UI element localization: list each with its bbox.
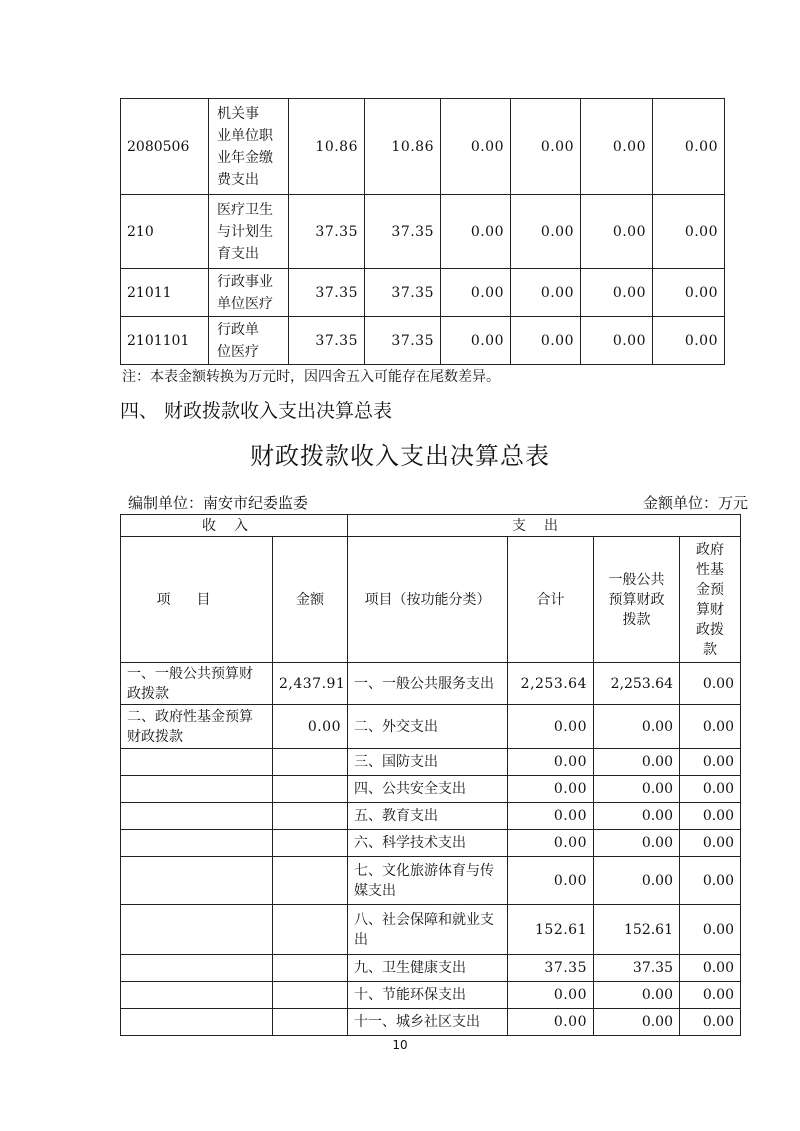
cell-line: 一般公共 — [608, 571, 665, 588]
expense-fund: 0.00 — [680, 776, 741, 803]
row-value-v1: 37.35 — [289, 195, 365, 269]
expense-total: 0.00 — [508, 857, 594, 905]
expenditure-detail-table — [120, 98, 725, 365]
expense-general: 0.00 — [594, 803, 680, 830]
row-value-v4: 0.00 — [511, 99, 581, 195]
row-value-v3: 0.00 — [441, 317, 511, 365]
income-amount — [273, 905, 348, 955]
income-amount — [273, 803, 348, 830]
expense-fund: 0.00 — [680, 857, 741, 905]
expense-item — [348, 776, 508, 803]
cell-line: 机关事 — [217, 105, 259, 122]
expense-item — [348, 830, 508, 857]
expense-total: 2,253.64 — [508, 663, 594, 705]
cell-line: 金预 — [696, 581, 724, 598]
expense-fund: 0.00 — [680, 803, 741, 830]
row-value-v6: 0.00 — [653, 317, 725, 365]
row-value-v4: 0.00 — [511, 317, 581, 365]
expense-item — [348, 803, 508, 830]
table-row — [121, 857, 741, 905]
cell-line: 二、政府性基金预算 — [127, 708, 253, 725]
table-row — [121, 195, 725, 269]
table-row — [121, 317, 725, 365]
amount-unit: 金额单位：万元 — [642, 494, 748, 512]
income-item — [121, 749, 273, 776]
income-amount — [273, 776, 348, 803]
table-row — [121, 803, 741, 830]
table-row — [121, 705, 741, 749]
income-amount — [273, 955, 348, 982]
table-row — [121, 99, 725, 195]
income-amount: 2,437.91 — [273, 663, 348, 705]
row-value-v3: 0.00 — [441, 195, 511, 269]
col-item-header: 项目 — [121, 537, 273, 663]
expense-total: 0.00 — [508, 749, 594, 776]
col-amount-header: 金额 — [273, 537, 348, 663]
cell-line: 政拨款 — [127, 685, 169, 702]
expense-general: 0.00 — [594, 857, 680, 905]
income-item — [121, 857, 273, 905]
row-code: 210 — [121, 195, 209, 269]
expense-general: 37.35 — [594, 955, 680, 982]
row-name — [209, 317, 289, 365]
income-amount — [273, 982, 348, 1009]
col-func-item-header: 项目（按功能分类） — [348, 537, 508, 663]
expense-general: 152.61 — [594, 905, 680, 955]
income-item — [121, 955, 273, 982]
page-number: 10 — [392, 1038, 408, 1052]
cell-line: 七、文化旅游体育与传 — [354, 862, 494, 879]
expense-item — [348, 982, 508, 1009]
fiscal-summary-table — [120, 514, 741, 1036]
expense-fund: 0.00 — [680, 905, 741, 955]
income-item — [121, 803, 273, 830]
income-amount — [273, 749, 348, 776]
income-item — [121, 905, 273, 955]
income-item — [121, 776, 273, 803]
expense-total: 0.00 — [508, 982, 594, 1009]
col-fund-header — [680, 537, 741, 663]
row-value-v4: 0.00 — [511, 269, 581, 317]
row-code: 2101101 — [121, 317, 209, 365]
row-value-v5: 0.00 — [581, 269, 653, 317]
income-item — [121, 982, 273, 1009]
cell-line: 款 — [703, 641, 717, 658]
cell-line: 媒支出 — [354, 882, 396, 899]
cell-line: 六、科学技术支出 — [354, 835, 466, 851]
row-code: 21011 — [121, 269, 209, 317]
col-general-header — [594, 537, 680, 663]
row-value-v5: 0.00 — [581, 195, 653, 269]
income-header: 收入 — [121, 515, 348, 537]
expense-total: 0.00 — [508, 803, 594, 830]
table-row — [121, 749, 741, 776]
table-row — [121, 905, 741, 955]
expense-total: 0.00 — [508, 830, 594, 857]
table-row — [121, 1009, 741, 1036]
cell-line: 一、一般公共预算财 — [127, 665, 253, 682]
row-value-v6: 0.00 — [653, 195, 725, 269]
row-value-v6: 0.00 — [653, 269, 725, 317]
expense-total: 152.61 — [508, 905, 594, 955]
cell-line: 育支出 — [217, 245, 259, 262]
cell-line: 政府 — [696, 541, 724, 558]
expense-item — [348, 663, 508, 705]
income-amount — [273, 1009, 348, 1036]
table-row — [121, 776, 741, 803]
cell-line: 性基 — [696, 561, 724, 578]
row-value-v5: 0.00 — [581, 99, 653, 195]
row-value-v4: 0.00 — [511, 195, 581, 269]
cell-line: 五、教育支出 — [354, 808, 438, 824]
expense-total: 0.00 — [508, 776, 594, 803]
cell-line: 行政单 — [217, 321, 259, 338]
cell-line: 业单位职 — [217, 127, 273, 144]
table-note: 注：本表金额转换为万元时，因四舍五入可能存在尾数差异。 — [122, 369, 500, 385]
cell-line: 八、社会保障和就业支 — [354, 911, 494, 928]
compiling-unit: 编制单位：南安市纪委监委 — [128, 494, 309, 512]
income-amount: 0.00 — [273, 705, 348, 749]
row-value-v2: 10.86 — [365, 99, 441, 195]
cell-line: 与计划生 — [217, 223, 273, 240]
cell-line: 算财 — [696, 601, 724, 618]
row-value-v3: 0.00 — [441, 269, 511, 317]
expense-general: 2,253.64 — [594, 663, 680, 705]
expense-general: 0.00 — [594, 830, 680, 857]
expense-total: 0.00 — [508, 1009, 594, 1036]
expense-item — [348, 905, 508, 955]
expense-fund: 0.00 — [680, 955, 741, 982]
row-name — [209, 195, 289, 269]
cell-line: 单位医疗 — [217, 295, 273, 312]
cell-line: 四、公共安全支出 — [354, 781, 466, 797]
expense-fund: 0.00 — [680, 705, 741, 749]
income-item — [121, 830, 273, 857]
cell-line: 十、节能环保支出 — [354, 987, 466, 1003]
row-value-v1: 37.35 — [289, 269, 365, 317]
expense-general: 0.00 — [594, 776, 680, 803]
expense-fund: 0.00 — [680, 1009, 741, 1036]
cell-line: 行政事业 — [217, 273, 273, 290]
row-value-v3: 0.00 — [441, 99, 511, 195]
income-item — [121, 663, 273, 705]
expense-item — [348, 955, 508, 982]
row-value-v1: 37.35 — [289, 317, 365, 365]
row-value-v2: 37.35 — [365, 317, 441, 365]
row-value-v2: 37.35 — [365, 195, 441, 269]
expense-item — [348, 749, 508, 776]
table-row — [121, 982, 741, 1009]
cell-line: 位医疗 — [217, 343, 259, 360]
row-name — [209, 99, 289, 195]
cell-line: 政拨 — [696, 621, 724, 638]
table-row — [121, 830, 741, 857]
row-code: 2080506 — [121, 99, 209, 195]
expense-fund: 0.00 — [680, 663, 741, 705]
cell-line: 一、一般公共服务支出 — [354, 675, 494, 692]
cell-line: 拨款 — [622, 611, 651, 628]
cell-line: 十一、城乡社区支出 — [354, 1014, 480, 1030]
expense-general: 0.00 — [594, 982, 680, 1009]
cell-line: 出 — [354, 931, 368, 948]
table-row — [121, 663, 741, 705]
row-value-v1: 10.86 — [289, 99, 365, 195]
cell-line: 财政拨款 — [127, 728, 183, 745]
expense-general: 0.00 — [594, 1009, 680, 1036]
page-title: 财政拨款收入支出决算总表 — [250, 442, 550, 470]
row-value-v5: 0.00 — [581, 317, 653, 365]
expense-fund: 0.00 — [680, 830, 741, 857]
expense-item — [348, 857, 508, 905]
row-value-v6: 0.00 — [653, 99, 725, 195]
income-amount — [273, 857, 348, 905]
income-amount — [273, 830, 348, 857]
cell-line: 业年金缴 — [217, 149, 273, 166]
expense-total: 0.00 — [508, 705, 594, 749]
cell-line: 预算财政 — [608, 591, 665, 608]
expense-item — [348, 705, 508, 749]
row-name — [209, 269, 289, 317]
expense-fund: 0.00 — [680, 749, 741, 776]
expense-general: 0.00 — [594, 749, 680, 776]
col-total-header: 合计 — [508, 537, 594, 663]
income-item — [121, 705, 273, 749]
expense-header: 支出 — [348, 515, 741, 537]
expense-total: 37.35 — [508, 955, 594, 982]
cell-line: 费支出 — [217, 171, 259, 188]
cell-line: 九、卫生健康支出 — [354, 960, 466, 976]
section-heading: 四、 财政拨款收入支出决算总表 — [120, 400, 393, 422]
cell-line: 三、国防支出 — [354, 754, 438, 770]
income-item — [121, 1009, 273, 1036]
table-row — [121, 269, 725, 317]
expense-general: 0.00 — [594, 705, 680, 749]
row-value-v2: 37.35 — [365, 269, 441, 317]
expense-item — [348, 1009, 508, 1036]
expense-fund: 0.00 — [680, 982, 741, 1009]
cell-line: 医疗卫生 — [217, 201, 273, 218]
cell-line: 二、外交支出 — [354, 718, 438, 735]
table-row — [121, 955, 741, 982]
